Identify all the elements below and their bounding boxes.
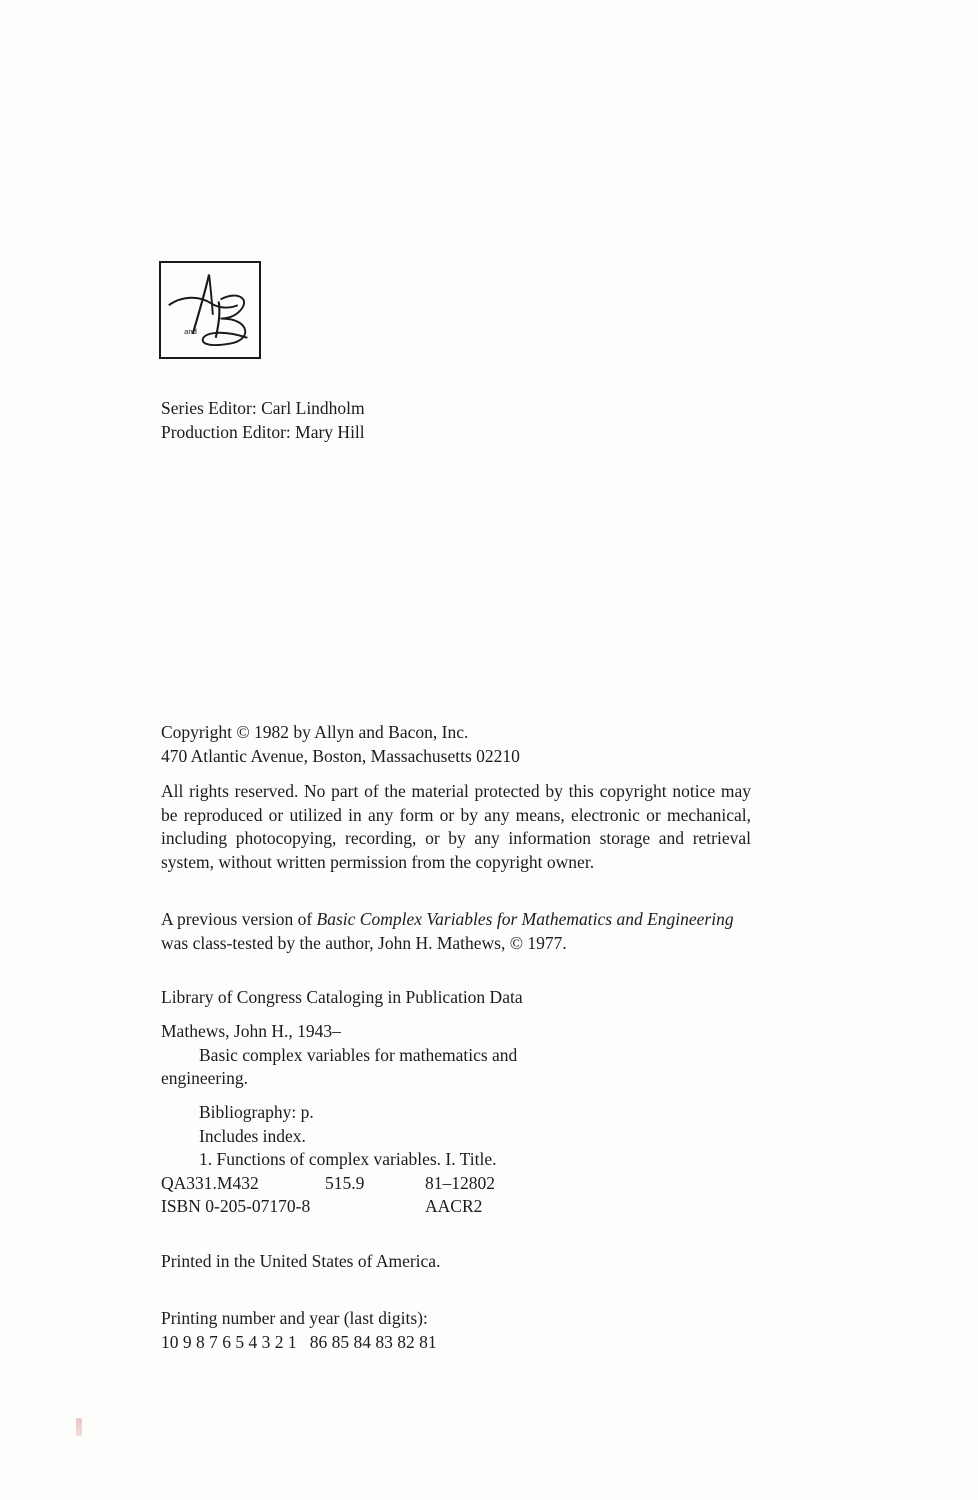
cip-isbn-row bbox=[161, 1195, 496, 1219]
cip-entry bbox=[161, 1020, 517, 1091]
cip-dewey: 515.9 bbox=[325, 1172, 365, 1193]
cip-lccn: 81–12802 bbox=[425, 1172, 495, 1193]
cip-class-row bbox=[161, 1172, 496, 1196]
cip-notes bbox=[161, 1101, 496, 1219]
printing-info bbox=[161, 1307, 437, 1354]
series-editor: Series Editor: Carl Lindholm bbox=[161, 398, 365, 418]
printing-label: Printing number and year (last digits): bbox=[161, 1308, 428, 1328]
cip-index: Includes index. bbox=[199, 1125, 306, 1146]
page-smudge bbox=[76, 1418, 82, 1436]
cip-subject: 1. Functions of complex variables. I. Title. bbox=[199, 1149, 497, 1169]
publisher-logo bbox=[159, 261, 261, 359]
copyright-line: Copyright © 1982 by Allyn and Bacon, Inc. bbox=[161, 722, 469, 742]
printing-years: 86 85 84 83 82 81 bbox=[309, 1331, 437, 1352]
logo-and-text: and bbox=[184, 326, 197, 336]
previous-version-note bbox=[161, 908, 751, 955]
cip-class-number: QA331.M432 bbox=[161, 1172, 259, 1193]
prev-prefix: A previous version of bbox=[161, 909, 317, 929]
rights-statement: All rights reserved. No part of the material protected by this copyright notice may be reproduced or utilized in any form or by any means, electronic or mechanical, including photocopying, recording, or by any information storage and retrieval system, without written permission from the copyright owner. bbox=[161, 781, 751, 872]
cip-isbn: ISBN 0-205-07170-8 bbox=[161, 1196, 311, 1216]
cip-heading: Library of Congress Cataloging in Publication Data bbox=[161, 987, 523, 1007]
publisher-address: 470 Atlantic Avenue, Boston, Massachusetts 02210 bbox=[161, 745, 520, 766]
cip-title: Basic complex variables for mathematics and bbox=[199, 1044, 518, 1065]
production-editor: Production Editor: Mary Hill bbox=[161, 421, 365, 442]
copyright-notice bbox=[161, 721, 520, 768]
cip-author: Mathews, John H., 1943– bbox=[161, 1021, 341, 1041]
allyn-and-bacon-monogram-icon bbox=[161, 263, 259, 357]
printing-numbers-row bbox=[161, 1331, 437, 1355]
printed-in: Printed in the United States of America. bbox=[161, 1251, 441, 1271]
printing-numbers: 10 9 8 7 6 5 4 3 2 1 bbox=[161, 1331, 297, 1352]
cip-bibliography: Bibliography: p. bbox=[199, 1102, 314, 1122]
cip-title-cont: engineering. bbox=[161, 1068, 248, 1088]
editor-credits bbox=[161, 397, 365, 444]
cip-aacr: AACR2 bbox=[425, 1196, 483, 1216]
prev-title: Basic Complex Variables for Mathematics and Engineering bbox=[316, 909, 734, 929]
prev-suffix: was class-tested by the author, John H. Mathews, © 1977. bbox=[161, 932, 567, 953]
